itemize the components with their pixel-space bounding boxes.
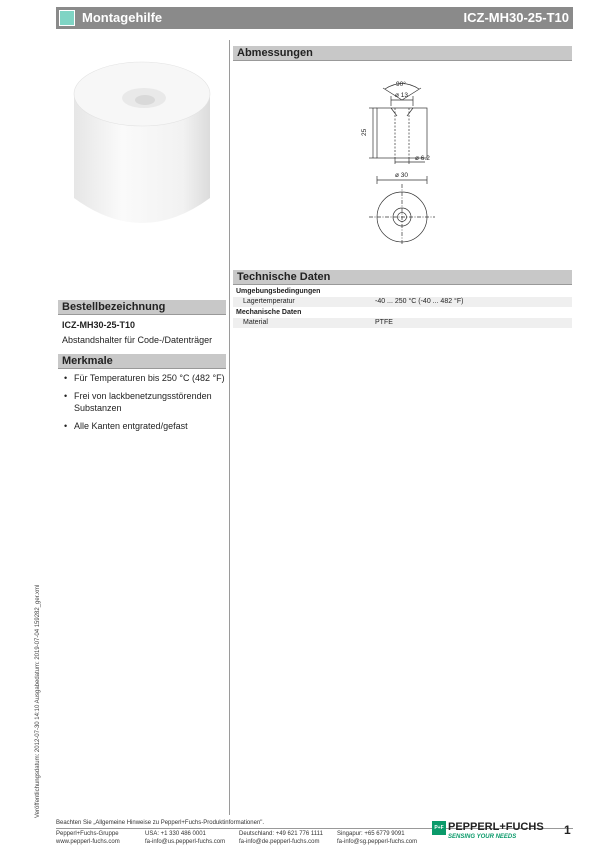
de-phone: Deutschland: +49 621 776 1111 bbox=[239, 831, 323, 837]
footer-note: Beachten Sie „Allgemeine Hinweise zu Pepperl+Fuchs-Produktinformationen". bbox=[56, 820, 265, 826]
publication-meta: Veröffentlichungsdatum: 2012-07-30 14:10 Ausgabedatum: 2019-07-04 159282_ger.xml bbox=[35, 584, 41, 818]
model-number: ICZ-MH30-25-T10 bbox=[463, 10, 569, 25]
brand-mark-icon: P+F bbox=[432, 821, 446, 835]
table-row bbox=[233, 318, 572, 329]
list-item: • Frei von lackbenetzungsstörenden Substanzen bbox=[62, 390, 226, 414]
website-link[interactable]: www.pepperl-fuchs.com bbox=[56, 839, 120, 845]
de-email-link[interactable]: fa-info@de.pepperl-fuchs.com bbox=[239, 839, 320, 845]
category-icon bbox=[59, 10, 75, 26]
sg-email-link[interactable]: fa-info@sg.pepperl-fuchs.com bbox=[337, 839, 418, 845]
footer-sg bbox=[337, 830, 417, 846]
tech-group-environment: Umgebungsbedingungen bbox=[236, 288, 321, 295]
footer-de bbox=[239, 830, 323, 846]
angle-label: 90° bbox=[396, 81, 406, 88]
row-value: PTFE bbox=[375, 319, 393, 326]
usa-email-link[interactable]: fa-info@us.pepperl-fuchs.com bbox=[145, 839, 226, 845]
footer-usa bbox=[145, 830, 225, 846]
dimension-drawing bbox=[355, 76, 455, 246]
list-item: • Alle Kanten entgrated/gefast bbox=[62, 420, 226, 432]
hole-diameter-label: ø 6.2 bbox=[415, 155, 430, 162]
group-name: Pepperl+Fuchs-Gruppe bbox=[56, 831, 119, 837]
brand-slogan: SENSING YOUR NEEDS bbox=[448, 834, 517, 840]
row-key: Lagertemperatur bbox=[243, 298, 295, 305]
tech-heading: Technische Daten bbox=[233, 270, 572, 285]
header-bar bbox=[56, 7, 573, 29]
height-label: 25 bbox=[361, 128, 368, 136]
tech-table bbox=[233, 287, 572, 329]
row-key: Material bbox=[243, 319, 268, 326]
product-image bbox=[68, 58, 216, 230]
usa-phone: USA: +1 330 486 0001 bbox=[145, 831, 206, 837]
page-number: 1 bbox=[564, 823, 571, 837]
brand-logo bbox=[432, 821, 546, 845]
row-value: -40 ... 250 °C (-40 ... 482 °F) bbox=[375, 298, 464, 305]
top-diameter-label: ø 13 bbox=[395, 92, 409, 99]
features-heading: Merkmale bbox=[58, 354, 226, 369]
list-item: • Für Temperaturen bis 250 °C (482 °F) bbox=[62, 372, 226, 384]
order-model: ICZ-MH30-25-T10 bbox=[62, 320, 136, 330]
footer-group bbox=[56, 830, 120, 846]
table-row bbox=[233, 297, 572, 308]
dimensions-heading: Abmessungen bbox=[233, 46, 572, 61]
page-title: Montagehilfe bbox=[82, 10, 163, 25]
brand-name: PEPPERL+FUCHS bbox=[448, 821, 544, 833]
tech-group-mechanical: Mechanische Daten bbox=[236, 309, 302, 316]
sg-phone: Singapur: +65 6779 9091 bbox=[337, 831, 405, 837]
order-heading: Bestellbezeichnung bbox=[58, 300, 226, 315]
outer-diameter-label: ø 30 bbox=[395, 172, 409, 179]
column-divider bbox=[229, 40, 230, 815]
features-list bbox=[62, 372, 226, 438]
order-description: Abstandshalter für Code-/Datenträger bbox=[62, 335, 213, 345]
